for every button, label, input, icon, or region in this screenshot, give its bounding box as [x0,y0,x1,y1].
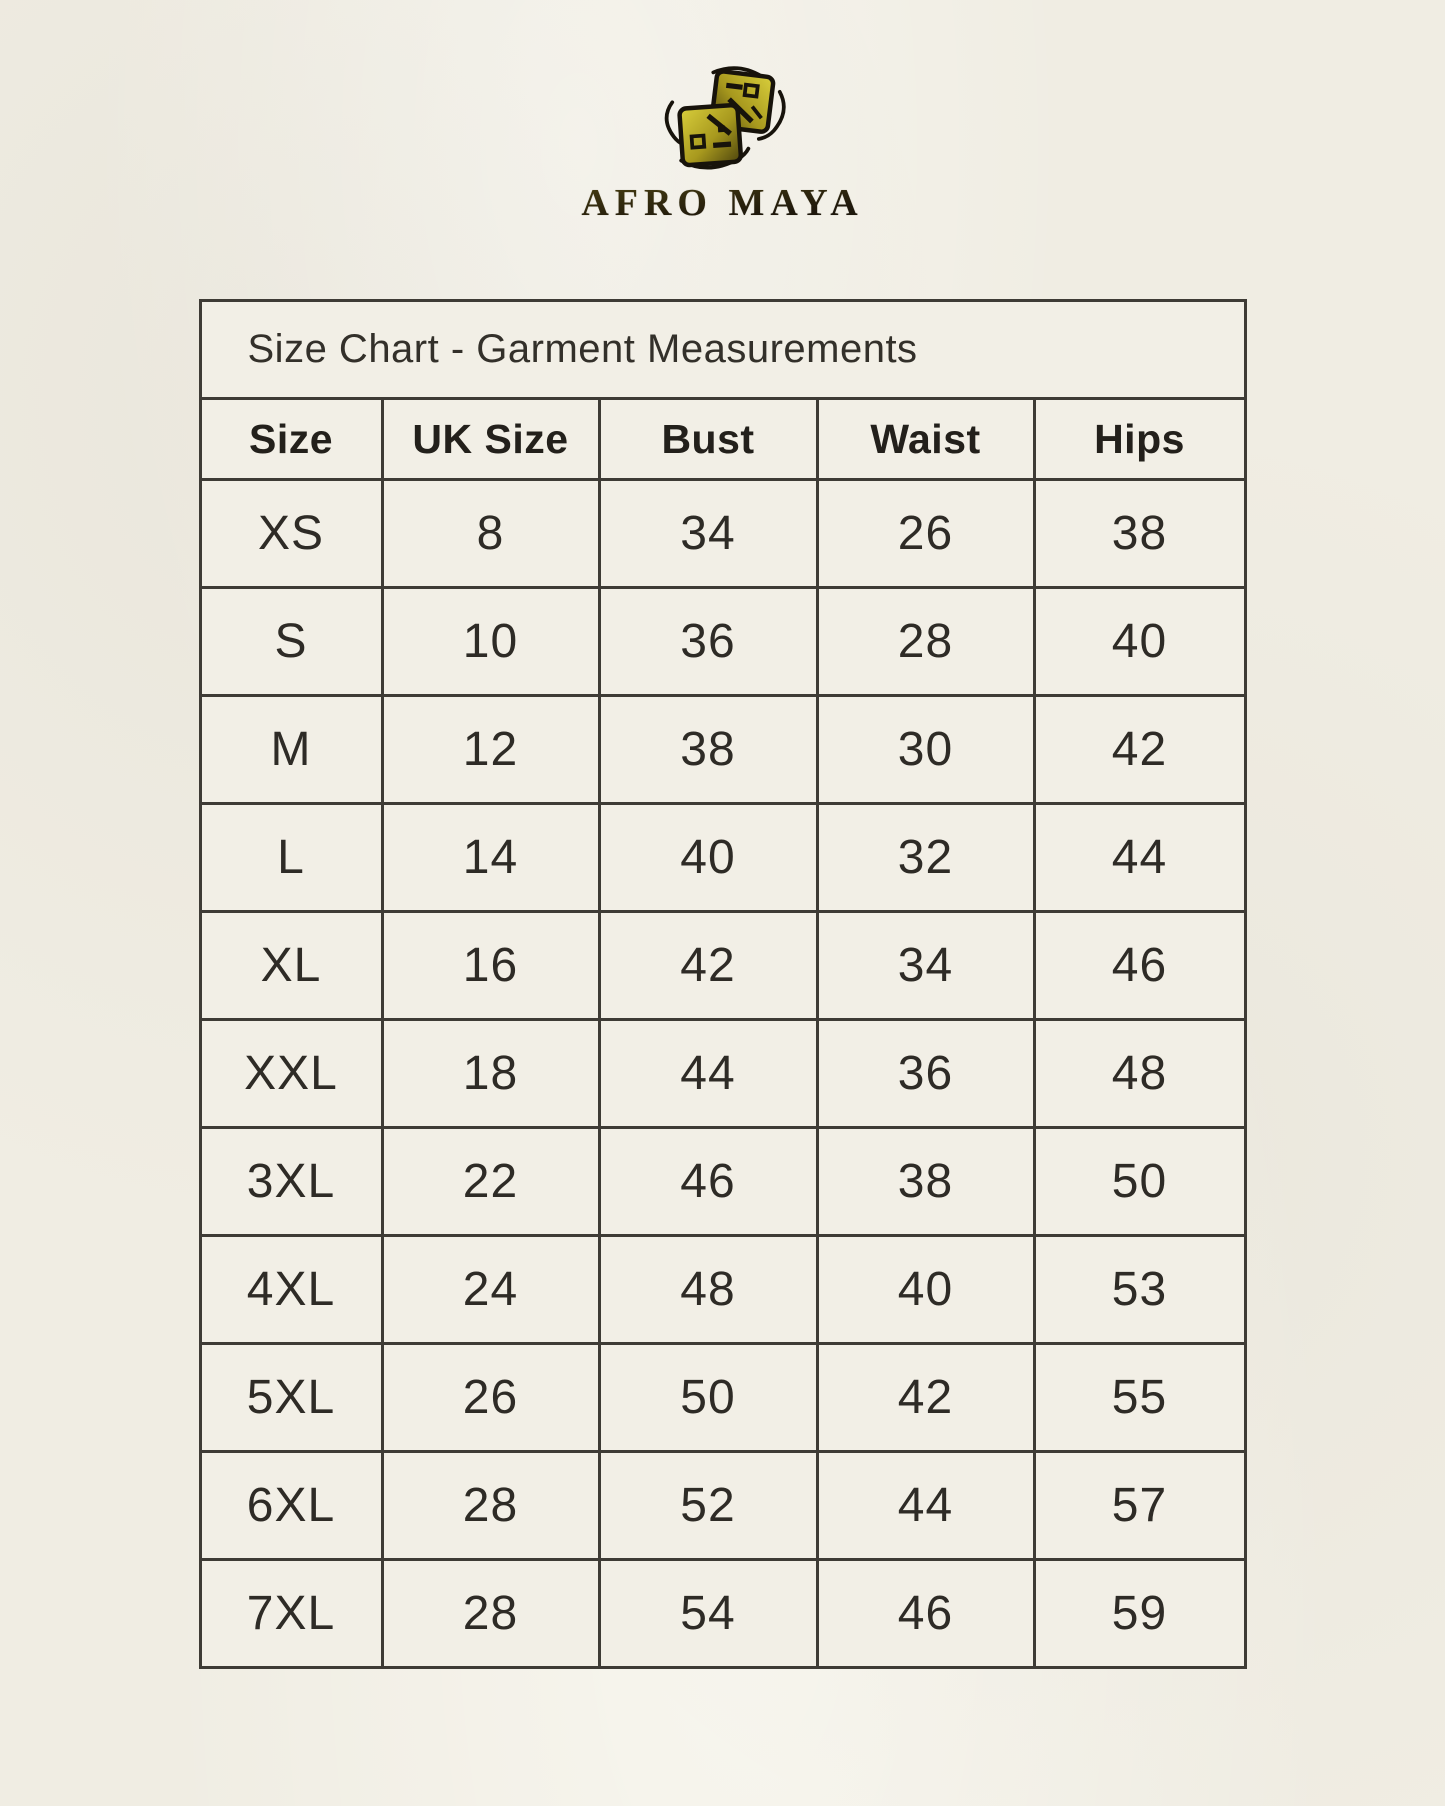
cell-bust: 50 [599,1344,817,1452]
cell-bust: 44 [599,1020,817,1128]
cell-uk-size: 16 [382,912,599,1020]
cell-size: M [200,696,382,804]
cell-uk-size: 10 [382,588,599,696]
cell-bust: 54 [599,1560,817,1668]
cell-bust: 42 [599,912,817,1020]
table-title-row [200,301,1245,399]
cell-hips: 42 [1034,696,1245,804]
cell-waist: 40 [817,1236,1034,1344]
cell-uk-size: 28 [382,1452,599,1560]
cell-waist: 34 [817,912,1034,1020]
column-header-bust: Bust [599,399,817,480]
cell-uk-size: 24 [382,1236,599,1344]
cell-hips: 40 [1034,588,1245,696]
cell-uk-size: 18 [382,1020,599,1128]
size-chart-table [199,299,1247,1669]
cell-waist: 38 [817,1128,1034,1236]
table-row [200,804,1245,912]
column-header-hips: Hips [1034,399,1245,480]
cell-hips: 55 [1034,1344,1245,1452]
cell-size: 7XL [200,1560,382,1668]
cell-bust: 52 [599,1452,817,1560]
cell-hips: 53 [1034,1236,1245,1344]
table-row [200,1560,1245,1668]
cell-hips: 57 [1034,1452,1245,1560]
table-row [200,588,1245,696]
cell-bust: 38 [599,696,817,804]
cell-uk-size: 26 [382,1344,599,1452]
table-row [200,1236,1245,1344]
cell-hips: 38 [1034,480,1245,588]
cell-size: XL [200,912,382,1020]
table-row [200,480,1245,588]
brand-header [0,62,1445,226]
cell-uk-size: 12 [382,696,599,804]
cell-bust: 34 [599,480,817,588]
cell-uk-size: 14 [382,804,599,912]
cell-hips: 59 [1034,1560,1245,1668]
cell-uk-size: 28 [382,1560,599,1668]
table-row [200,1344,1245,1452]
table-row [200,1020,1245,1128]
brand-logo-icon [639,62,807,174]
cell-bust: 40 [599,804,817,912]
cell-waist: 30 [817,696,1034,804]
cell-uk-size: 8 [382,480,599,588]
brand-name: AFRO MAYA [0,180,1445,226]
cell-waist: 36 [817,1020,1034,1128]
cell-size: L [200,804,382,912]
cell-waist: 44 [817,1452,1034,1560]
table-row [200,912,1245,1020]
cell-size: 6XL [200,1452,382,1560]
cell-waist: 46 [817,1560,1034,1668]
cell-hips: 46 [1034,912,1245,1020]
cell-size: 3XL [200,1128,382,1236]
column-header-waist: Waist [817,399,1034,480]
table-title: Size Chart - Garment Measurements [200,301,1245,399]
cell-size: XXL [200,1020,382,1128]
cell-size: S [200,588,382,696]
table-row [200,1128,1245,1236]
cell-bust: 36 [599,588,817,696]
table-header-row [200,399,1245,480]
cell-size: XS [200,480,382,588]
column-header-size: Size [200,399,382,480]
cell-hips: 48 [1034,1020,1245,1128]
cell-waist: 32 [817,804,1034,912]
cell-bust: 48 [599,1236,817,1344]
cell-size: 5XL [200,1344,382,1452]
cell-uk-size: 22 [382,1128,599,1236]
cell-bust: 46 [599,1128,817,1236]
table-row [200,696,1245,804]
cell-waist: 28 [817,588,1034,696]
table-row [200,1452,1245,1560]
cell-waist: 26 [817,480,1034,588]
cell-waist: 42 [817,1344,1034,1452]
column-header-uk-size: UK Size [382,399,599,480]
cell-hips: 50 [1034,1128,1245,1236]
cell-size: 4XL [200,1236,382,1344]
cell-hips: 44 [1034,804,1245,912]
